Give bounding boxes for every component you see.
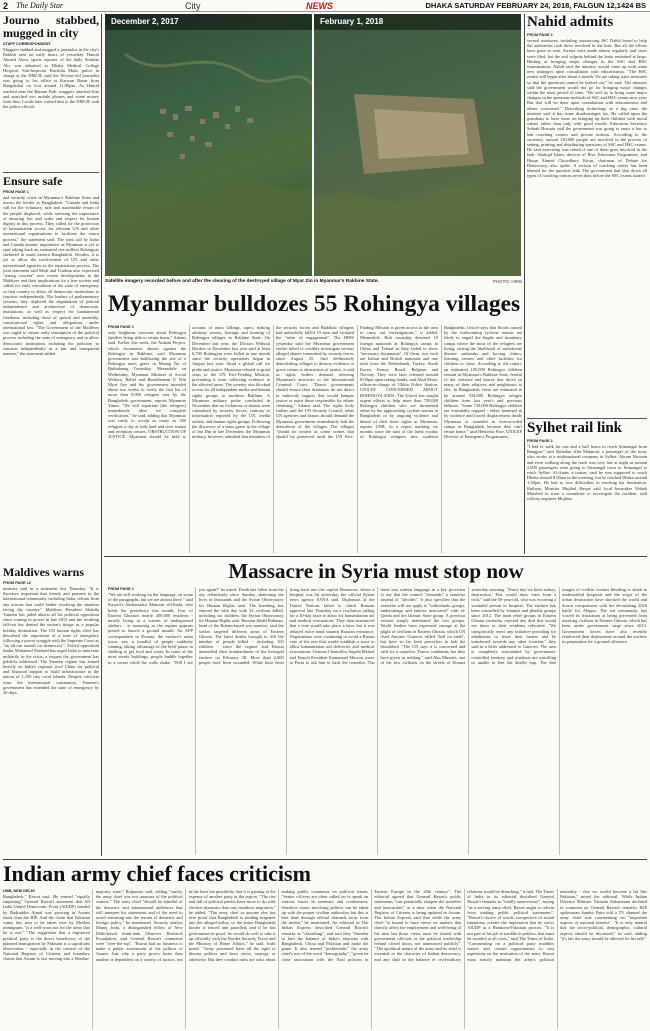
section-label: City (185, 1, 201, 11)
right-column (527, 14, 647, 416)
indian-article (3, 889, 647, 1029)
maldives-body: ministry said in a statement last Thursday. "It is therefore important that friends and partners in the international community, including India, refrain from any actions that could hinder resolving the situation facing the country." Maldives President Abdulla Yameen has jailed almost all his political opposition since coming to power in late 2013 and the resulting fall-out has dented the nation's image as a popular holiday destination. The UN human rights chief has described the imposition of a state of emergency following a power struggle with the Supreme Court as "an all-out assault on democracy". Exiled opposition leader Mohamed Nasheed has urged India to intervene militarily in the crisis, a request the government has publicly addressed. The Yameen regime has leaned heavily on India's regional rival China for political and financial support to build infrastructure in the nation of 1,190 tiny coral islands. Despite criticism from the international community, Yameen's government has extended the state of emergency by 30 days. (3, 586, 99, 696)
ensure-headline: Ensure safe (3, 174, 63, 188)
syria-article (108, 587, 647, 855)
syria-jump: FROM PAGE 1 (108, 587, 134, 591)
left-column (3, 14, 99, 484)
maldives-jump: FROM PAGE 12 (3, 581, 31, 585)
journo-headline: Journo stabbed, mugged in city (3, 14, 99, 40)
page-number: 2 (3, 1, 9, 11)
sylhet-body: "I had to walk for one and a half hours to reach Srimangal from Rangpur," said Shihabur Alin Mahmud, a passenger of the train, who works at a multinational company in Sylhet. Akram Hossain and even walking along the track was very late at night as around 2,000 passengers were going to Srimangal town or Srimangal to reach Sylhet. Al-Amin, a trainer, said he was supposed to reach Dhaka around 8:00am in the morning, but he reached Dhaka around 1:30pm. He had to face difficulties in reaching his destination. Railway Minister Mujibul Haque said local lawmaker Wahab Murshed to form a committee to investigate the incident, said railway engineer Mujibur. (527, 444, 647, 502)
news-label: NEWS (306, 1, 333, 11)
indian-headline: Indian army chief faces criticism (3, 861, 311, 886)
satellite-photo-before (105, 14, 312, 276)
indian-body: Rangladesh," Rawat said. He termed "equally surprising" General Rawat's statement that All India United Democratic Front (AIUDF) headed by Badruddin Ajmal was growing in Assam faster than the BJP. And the claim that Pakistan wants this area to be taken over by Muslim immigrants "is a well-worn not for the army that he is not." "The suggestion that a registered political party is the direct beneficiary of the planned immigration by Pakistan is a significant observation - especially in the context of the National Register of Citizens and boundary claims that Assam is fast moving into a Muslim-majority state," Rajkumar said, adding "surely, the army chief was not unaware of the political context." The army chief "should be mindful of the domestic and international audiences that will interpret his statements and of the need to avoid venturing into the terrain of domestic and foreign policy," he mentioned. Security analyst Manoj Joshi, a distinguished fellow of New Delhi-based think-tank Observer Research Foundation, said General Rawat's comments were "over-the-top". "Rawat had no business to make a public assessment of the politics of Assam. Just why a party grows faster than another is dependent on a variety of factors, not in the least the possibility that it is gaining at the expense of another party in the region. "The rise and fall of political parties have more to do with election dynamics than any insidious migration," he added. "The army chief or anyone else has zero proof that Bangladesh is sending migrants into the alleged influx, or the entire Bangladesh border is fenced and patrolled, and if he has government-in proof, he would do well to take it up officially with the Border Security Force and the Ministry of Home Affairs," he said. Joshi noted: "Army personnel have all the right to discuss politics and have views, strategy or otherwise. But they conduct rules are strict about making public comments on political issues. "Senior officers are often called on to speak on various issues in seminars and conferences. Sensitive issues involving politics can be taken up with the proper civilian authorities but this is best done through official channels away from the media," he mentioned. An editorial in The Indian Express described General Rawat's remarks as "disturbing", and said they "threaten to hurt the balance of India's relations with Bangladesh, China and Pakistan and make the game. It also termed "problematic" the army chief's use of the word "demography", "given its close association with the Nazi policies in Eastern Europe in the 20th century". The editorial agreed that General Rawat's public statements "can potentially sharpen the anxieties and insecurities" at a time when the National Register of Citizens is being updated in Assam. The Indian Express said that while the army chief "is bound to have views on matters that directly affect the employment and well-being of his men but those views must be shared with government officials or the political leadership behind closed doors, not announced publicly". "The apolitical nature of the army and its chief is essential to the character of Indian democracy, and any shift in the balance of civil-military relations would be disturbing," it said. The Times of India in its editorial described General Rawat's remarks as "totally unnecessary", saying "as a serving army chief, Rawat ought to refrain from making public political statements". "Rawat's choice of words, irrespective of actual intentions, creates the impression that he views AIUDF as a Hindutva-Pakistani proxies. "It is not part of his job to meddle in politics, that must be avoided at all costs," said The Times of India. "Commenting on a political party muddies waters and creates opportunities to cast aspersions on the institution of the army. Rawat must strictly maintain the army's political neutrality - else we would become a bit like Pakistan," noted the editorial. While Indian Defence Minister Nirmala Sitharaman declined to comment on General Rawat's remarks, BJP spokesman Sambit Patra told a TV channel the army chief was commenting on "important aspects of national interest". "It is only natural that the socio-political, demographic, cultural aspects should be discussed," he said, adding "it's fair the army should be allowed for his talk". (3, 889, 647, 962)
rohingya-jump: FROM PAGE 1 (108, 325, 134, 329)
photo-caption-text: Satellite imagery recorded before and after the clearing of the destroyed village of Myar Zin in Myanmar's Rakhine State. (105, 279, 379, 284)
syria-body: "We are still working on the language, on some of the paragraphs, but we are almost there," said Kuwait's Ambassador Mansour al-Otaibi, who holds the presidency this month. Fear of Eastern Ghouta's nearly 400,000 residents - mostly living in a warren of underground shelters - is mounting as the regime appears poised to launch a ground assault. An AFP correspondent in Douma, the enclave's main town, saw a handful of people suddenly running, taking advantage of the brief pause in shelling to get food and water. In some of the most sturdy buildings, people huddle together in a corner while the walls shake. "Will I see you again?" he asked. Death has fallen from the sky relentlessly since Sunday, shattering the lives of thousands and the Syrian Observatory for Human Rights said. The bombing has entered the fifth day with 32 civilians killed, including six children, the Syrian Observatory for Human Rights said. Bassam Abdel Rahman, head of the Britain-based war monitor, said the strikes targeted different areas of Eastern Ghouta. The latest deaths brought to 416 the number of people killed - including 103 children - since the regime and Russia intensified their bombardment of the besieged enclave on February 18. More than 2,000 people have been wounded. While have been firing back into the capital Damascus, where a hospital was hit yesterday, the official Syrian news agency SANA said. Diplomats at the United Nations failed to clinch Russian approval late Thursday on a resolution calling for a 30-day truce to allow for humanitarian aid and medical evacuations. They then announced that a vote would take place a later, but it was delayed twice amid staunch Russian resistance. Negotiations were continuing to avoid a Russia veto of the text that would establish a truce to allow humanitarian aid deliveries and medical evacuations. German Chancellor Angela Merkel and French President Emmanuel Macron wrote to Putin to ask him to back the ceasefire. The latest text softens language as a key provision to say that the council "demands" a ceasefire instead of "decides". It also specifies that the ceasefire will not apply to "individuals, groups, undertakings and entities associated" with al-Qaeda and the Islamic State group. A previous version simply mentioned the two groups. World leaders have expressed outrage at the plight of civilians in Eastern Ghouta, which UN chief Antonio Guterres called "hell on earth", but have so far been powerless to halt the bloodshed. "The UN says it is concerned and calls for a ceasefire, France condemns, but they have given us nothing," said Abu Mustafa, one of the few civilians on the streets of Douma yesterday morning. "Every day we have strikes, destruction. This would draw tears from a rock," said the 50-year-old, who was escorting a wounded person to hospital. The enclave has been controlled by Islamist and jihadist groups since 2012. The main rebel groups in Eastern Ghouta yesterday rejected any deal that would see them or their residents relocated. "We categorically reject any initiative providing for inhabitants to leave their homes and be transferred towards any other location," they said in a letter addressed to Guterres. The area is completely surrounded by government-controlled territory and residents are unwilling or unable to flee the deadly trap. The dire images of civilian victims bleeding to death in understaffed hospitals and the scope of the urban destruction have shocked the world and drawn comparisons with the devastating 2016 battle for Aleppo. The aid community has vowed its frustration at being prevented from assisting civilians in Eastern Ghouta, which has been under government siege since 2013. Government forces have also recently reinforced their deployment around the enclave in preparation for a ground offensive. (108, 587, 647, 665)
left-column-lower (3, 566, 99, 856)
nahid-headline: Nahid admits (527, 14, 614, 30)
paper-name: The Daily Star (16, 1, 64, 10)
syria-headline: Massacre in Syria must stop now (228, 559, 524, 583)
photo-date-before: December 2, 2017 (111, 17, 179, 26)
rohingya-article (108, 325, 522, 553)
sylhet-headline: Sylhet rail link (527, 420, 623, 436)
nahid-body: several measures, including outsourcing JSC Dakhi board to help the authorities curb those involved in the leak. But all the efforts have gone in vain. Arrests were made almost regularly and cases were filed, but the real culprits behind the leaks remained at large. Hinting at bringing major changes in the SSC and HSC examinations, Nahid said the ministry would come up with some new strategies upon consultation with educationists. "The HSC exams will begin after about a month. We are taking strict measures so that the questions cannot be leaked out," he said. The minister said the government would not go for bringing major changes within the short period of time. "We will try to bring some major changes in the questions methods of SSC and HSC exams next year. But that will be done upon consultation with educationists and others concerned." Describing technology as a big ones, the minister said it has some disadvantages too. He called upon the guardians to have more on bringing up their children with moral values rather than only with good results. Education Secretary Sohrab Hossain said the government was going to enact a law to ban coaching centres and private tuitions. According to the secretary, around 130,000 people are involved in the process of setting, printing and distributing questions of SSC and HSC exams. He said exercising was raised if one of them goes involved in the leak. Shafiqul Islam, director of Brac Education Programme, and Hasan Ahmed Chowdhury Kiron, chairman of Debate for Democracy, also spoke. A section of coaching center has been blamed for the question leak. The government had shut down all types of coaching centres seven days before the SSC exams started. (527, 38, 647, 179)
satellite-photo-after (314, 14, 521, 276)
ensure-body: and security crisis in Myanmar's Rakhine State and across the border in Bangladesh. "Canada and India call for the voluntary, safe and sustainable return of the people displaced, while stressing the importance of ensuring law and order and respect for human dignity in this process. They called for the protection of humanitarian access for relevant UN and other international organisations to facilitate the return process," the statement said. The joint call by India and Canada assume importance as Myanmar is yet to start taking back an estimated one million Rohingyas sheltered in south eastern Bangladesh. Besides, it is yet to allow the involvement of UN and other international agencies in the repatriation process. The joint statement said Modi and Trudeau also expressed "strong concern" over recent developments in the Maldives and their implications for a free society and called for early restoration of the state of emergency so that country to allow all democratic institutions to function independently. The leaders of parliamentary systems, they deplored the degradation of judicial independence and architecture of democratic institutions, as well as respect for fundamental freedoms, including those of speech and assembly, constitutional rights and obligations under international law. "The Government of the Maldives was urged to ensure early resumption of the political process including the state of emergency and to allow democratic institutions including the judiciary to function independently in a fair and transparent manner," the statement added. (3, 195, 99, 357)
rohingya-body: only heightens concerns about Rohingya families being able to return home," Adams said. Earlier this week, the Arakan Project, which documents abuses against the Rohingya in Rakhine, said Myanmar government was bulldozing the site of a Rohingya mass grave in Maung Nu of Buthidaung Township. Meanwhile on Wednesday, Myanmar Minister of Social Welfare, Relief and Resettlement U Win Myat Aye and his government intended about two weeks to verify the first list of more than 8,000 refugees sent by the Bangladesh government, reports Myanmar Times. "We will repatriate [the refugees] immediately after we complete verification," he said, adding that Myanmar was ready to accept as many as 300 refugees a day at both land and river transit and reception centres. OBSTRUCTION OF JUSTICE. Myanmar should be held to account of mass killings, rapes, making arbitrary arrests, lootings and burning of Rohingya villages in Rakhine State. On December last year, the Doctors Without Borders in December last year said at least 6,700 Rohingyas were killed in one month since the security operations began in August last year. Amid a global call for probe and justice, Myanmar refused to grant visas to the UN Fact-Finding Mission, preventing it from collecting evidence in the affected areas. The country also blocked access for all independent media and human rights groups to northern Rakhine. A Myanmar military probe concluded in November that no violations or abuses were committed by security forces, contrary to information reported by the UN, media outlets, and human rights groups. Following the discovery of a mass grave in the village of Inn Din in late December, the Myanmar military, however, admitted that members of the security forces and Buddhist villagers had unlawfully killed 10 men and violated the "rules of engagement". The HRW yesterday said the Myanmar government earlier failed to credibly investigate serious alleged abuses committed by security forces since August 25. And deliberately demolishing villages to destroy evidence of grave crimes is obstruction of justice, it said as rights bodies demand referring Myanmar's atrocities to the International Criminal Court. "Donor governments should ensure their donations do not direct or indirectly support that would hamper justice or assist those responsible for ethnic cleansing," Adams said. The rights body further said the UN Security Council, other UN agencies and donors should demand the Myanmar government immediately halt the demolition of the villages. The villages "should be treated as crime scenes that should be preserved until the UN Fact-Finding Mission is given access to the area to carry out investigations," it added. Meanwhile, Bidi township detained 10 foreign nationals at Rohingya camps in Ukhia and Teknaf as they failed to show "necessary documents". Of them, two each are Italian and British nationals and one each from the Netherlands, Turkey, South Korea, Kenya, Brazil, Belgium and Norway. They were later released around 8:00pm upon taking bonds, said Abul Khair, officer-in-charge of Ukhia Police Station. UNICEF CONCERNED ABOUT ROHINGYA KIDS. The Unicef has sought urgent efforts to help more than 720,000 Rohingya children who are threatened either by the approaching cyclone season in Bangladesh or by ongoing violence and denial of their basic rights in Myanmar, reports UNB. In a report marking six months since the start of the latest exodus of Rohingya refugees into southern Bangladesh, Unicef says that floods caused by the forthcoming cyclone season are likely to engulf the fragile and insanitary camps where the most of the refugees are living, raising the likelihood of waterborne disease outbreaks and forcing clinics, learning centres and other facilities for children to close. According to the report, an estimated 185,000 Rohingya children remain in Myanmar's Rakhine State, fearful of the violence and horror that drove so many of their relatives and neighbours to flee. In Bangladesh, there are estimated to be around 534,000 Rohingya refugee children from last year's and previous influxes. "Some 720,000 Rohingya children are essentially trapped - either hemmed in by violence and forced displacement inside Myanmar or stranded in overcrowded camps in Bangladesh because they can't return home," said Henrietta Fore, UNICEF Director of Emergency Programmes. (108, 325, 522, 440)
indian-byline: UNB, NEW DELHI (3, 889, 35, 893)
photo-credit: PHOTO: HRW (492, 279, 522, 284)
right-column-lower (527, 420, 647, 554)
issue-date: DHAKA SATURDAY FEBRUARY 24, 2018, FALGUN 12,1424 BS (425, 1, 646, 10)
journo-byline: STAFF CORRESPONDENT (3, 42, 51, 46)
maldives-headline: Maldives warns (3, 566, 84, 579)
sylhet-jump: FROM PAGE 1 (527, 439, 553, 443)
page-header (0, 0, 650, 12)
rohingya-headline: Myanmar bulldozes 55 Rohingya villages (108, 291, 521, 317)
journo-body: Muggers stabbed and mugged a journalist in the city's Rakhsh area on early hours of yesterday. Hamid Ahmed Alam, sports reporter of the daily Sonsbar Alo, was admitted to Dhaka Medical College Hospital. Sub-Inspector Bachchu Miah, police in charge at the DMCH, said the 36-year-old journalist was going to his office at Karwan Bazar from Bangshshal on foot around 11:00pm. As Hamid reached near the Ramna Park, muggers attacked him and snatched two mobile phones and some money from him. Locals later rushed him to the DMCH, said the police official. (3, 47, 99, 110)
ensure-jump: FROM PAGE 1 (3, 190, 29, 194)
photo-date-after: February 1, 2018 (320, 17, 384, 26)
photo-caption (105, 279, 475, 285)
nahid-jump: FROM PAGE 1 (527, 33, 553, 37)
